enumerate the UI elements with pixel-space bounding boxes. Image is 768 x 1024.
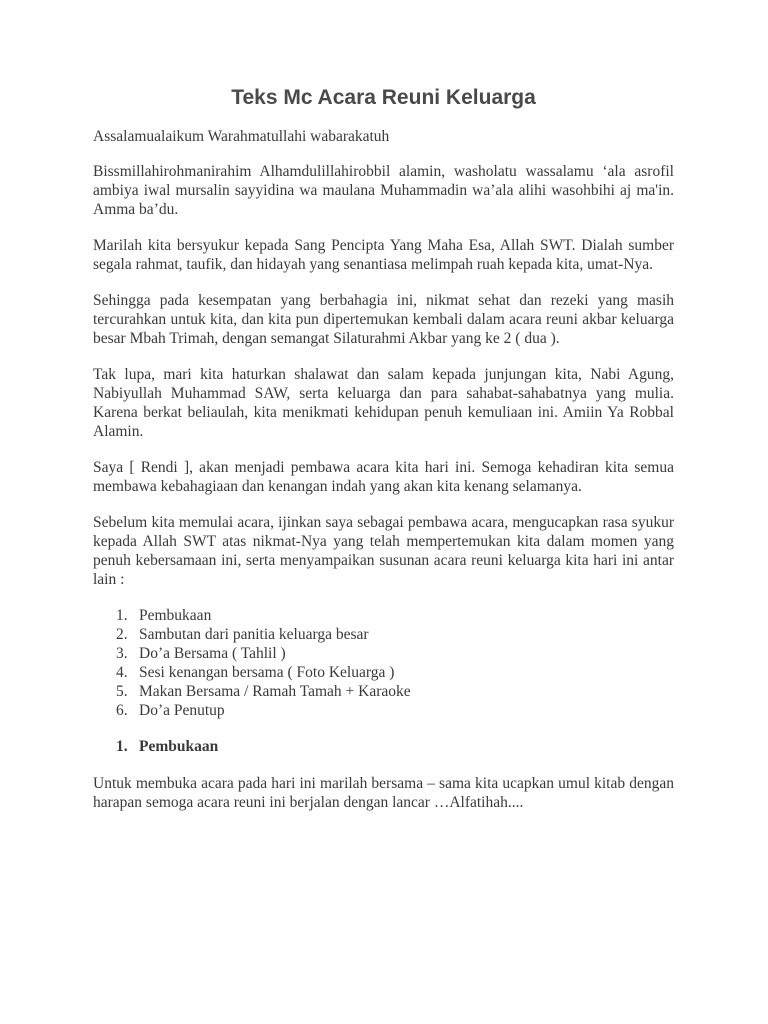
- agenda-item-text: Do’a Bersama ( Tahlil ): [139, 645, 286, 662]
- section-heading-pembukaan: [93, 737, 674, 756]
- agenda-item-number: 2.: [116, 626, 128, 643]
- agenda-item-number: 3.: [116, 645, 128, 662]
- agenda-item: [93, 625, 674, 644]
- opening-paragraph: Bissmillahirohmanirahim Alhamdulillahirobbil alamin, washolatu wassalamu ‘ala asrofil ambiya iwal mursalin sayyidina wa maulana Muhammadin wa’ala alihi wasohbihi aj ma'in. Amma ba’du.: [93, 163, 674, 218]
- occasion-paragraph: Sehingga pada kesempatan yang berbahagia ini, nikmat sehat dan rezeki yang masih tercurahkan untuk kita, dan kita pun dipertemukan kembali dalam acara reuni akbar keluarga besar Mbah Trimah, dengan semangat Silaturahmi Akbar yang ke 2 ( dua ).: [93, 292, 674, 347]
- section-heading-text: Pembukaan: [139, 738, 219, 755]
- agenda-item-text: Sambutan dari panitia keluarga besar: [139, 626, 369, 643]
- agenda-item-text: Makan Bersama / Ramah Tamah + Karaoke: [139, 683, 411, 700]
- agenda-item-text: Do’a Penutup: [139, 702, 225, 719]
- agenda-item-number: 6.: [116, 702, 128, 719]
- agenda-list: [93, 606, 674, 720]
- agenda-item-text: Pembukaan: [139, 607, 212, 624]
- document-title: Teks Mc Acara Reuni Keluarga: [231, 86, 536, 109]
- section-heading-number: 1.: [116, 738, 128, 755]
- mc-introduction-paragraph: Saya [ Rendi ], akan menjadi pembawa acara kita hari ini. Semoga kehadiran kita semua membawa kebahagiaan dan kenangan indah yang akan kita kenang selamanya.: [93, 459, 674, 495]
- agenda-item: [93, 682, 674, 701]
- agenda-item: [93, 644, 674, 663]
- agenda-item-number: 1.: [116, 607, 128, 624]
- agenda-intro-paragraph: Sebelum kita memulai acara, ijinkan saya sebagai pembawa acara, mengucapkan rasa syukur kepada Allah SWT atas nikmat-Nya yang telah mempertemukan kita dalam momen yang penuh kebersamaan ini, serta menyampaikan susunan acara reuni keluarga kita hari ini antar lain :: [93, 514, 674, 588]
- shalawat-paragraph: Tak lupa, mari kita haturkan shalawat dan salam kepada junjungan kita, Nabi Agung, Nabiyullah Muhammad SAW, serta keluarga dan para sahabat-sahabatnya yang mulia. Karena berkat beliaulah, kita menikmati kehidupan penuh kemuliaan ini. Amiin Ya Robbal Alamin.: [93, 366, 674, 440]
- greeting-line: Assalamualaikum Warahmatullahi wabarakatuh: [93, 128, 390, 145]
- agenda-item-text: Sesi kenangan bersama ( Foto Keluarga ): [139, 664, 395, 681]
- agenda-item: [93, 701, 674, 720]
- agenda-item-number: 5.: [116, 683, 128, 700]
- agenda-item: [93, 663, 674, 682]
- gratitude-paragraph: Marilah kita bersyukur kepada Sang Pencipta Yang Maha Esa, Allah SWT. Dialah sumber segala rahmat, taufik, dan hidayah yang senantiasa melimpah ruah kepada kita, umat-Nya.: [93, 237, 674, 273]
- agenda-item-number: 4.: [116, 664, 128, 681]
- agenda-item: [93, 606, 674, 625]
- document-page: [93, 84, 674, 829]
- closing-paragraph: Untuk membuka acara pada hari ini marilah bersama – sama kita ucapkan umul kitab dengan harapan semoga acara reuni ini berjalan dengan lancar …Alfatihah....: [93, 775, 674, 811]
